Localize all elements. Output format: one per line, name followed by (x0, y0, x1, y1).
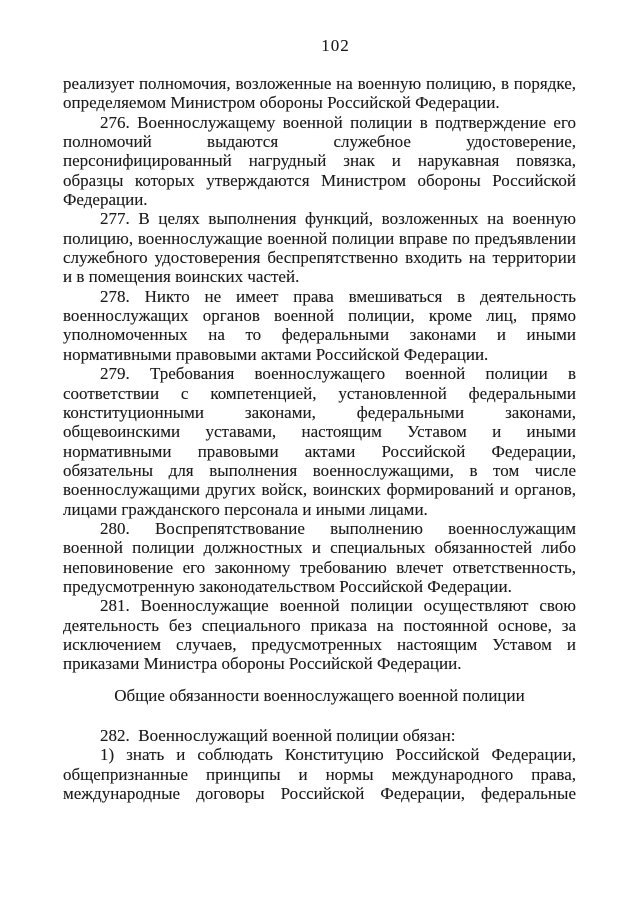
text-line: образцы которых утверждаются Министром обороны Российской (63, 170, 576, 190)
text-line: конституционными законами, федеральными законами, (63, 402, 576, 422)
text-line: соответствии с компетенцией, установленной федеральными (63, 383, 576, 403)
text-line: реализует полномочия, возложенные на военную полицию, в порядке, (63, 74, 576, 93)
text-line: 279. Требования военнослужащего военной полиции в (100, 364, 576, 384)
paragraphs-after-heading (63, 726, 576, 803)
text-line: определяемом Министром обороны Российской Федерации. (63, 93, 500, 113)
text-line: исключением случаев, предусмотренных настоящим Уставом и (63, 634, 576, 654)
text-line: военной полиции должностных и специальных обязанностей либо (63, 538, 576, 558)
text-line: 278. Никто не имеет права вмешиваться в деятельность (100, 286, 576, 306)
text-line: приказами Министра обороны Российской Федерации. (63, 654, 462, 674)
text-line: 277. В целях выполнения функций, возложенных на военную (100, 209, 576, 229)
text-line: и в помещения воинских частей. (63, 267, 300, 287)
section-heading: Общие обязанности военнослужащего военной полиции (114, 685, 525, 705)
text-line: военнослужащими других войск, воинских формирований и органов, (63, 480, 576, 500)
text-column (63, 0, 576, 803)
page-number: 102 (321, 36, 350, 55)
text-line: персонифицированный нагрудный знак и нарукавная повязка, (63, 151, 576, 171)
text-line: 282. Военнослужащий военной полиции обязан: (100, 726, 456, 745)
text-line: деятельность без специального приказа на постоянной основе, за (63, 615, 576, 635)
text-line: полномочий выдаются служебное удостоверение, (63, 132, 576, 152)
text-line: лицами гражданского персонала и иными лицами. (63, 499, 428, 519)
text-line: 276. Военнослужащему военной полиции в подтверждение его (100, 112, 576, 132)
text-line: предусмотренную законодательством Российской Федерации. (63, 576, 512, 596)
text-line: обязательны для выполнения военнослужащими, в том числе (63, 460, 576, 480)
paragraphs-before-heading (63, 74, 576, 674)
text-line: Федерации. (63, 190, 148, 210)
text-line: неповиновение его законному требованию влечет ответственность, (63, 557, 576, 577)
text-line: 281. Военнослужащие военной полиции осуществляют свою (100, 596, 576, 616)
text-line: военнослужащих органов военной полиции, кроме лиц, прямо (63, 306, 576, 326)
text-line: уполномоченных на то федеральными законами и иными (63, 325, 576, 345)
text-line: международные договоры Российской Федерации, федеральные (63, 784, 576, 804)
text-line: служебного удостоверения беспрепятственно входить на территории (63, 248, 576, 268)
text-line: нормативными правовыми актами Российской Федерации, (63, 441, 576, 461)
text-line: нормативными правовыми актами Российской Федерации. (63, 344, 489, 364)
text-line: полицию, военнослужащие военной полиции вправе по предъявлении (63, 228, 576, 248)
text-line: общепризнанные принципы и нормы международного права, (63, 764, 576, 784)
text-line: 1) знать и соблюдать Конституцию Российской Федерации, (100, 745, 576, 765)
text-line: общевоинскими уставами, настоящим Уставом и иными (63, 422, 576, 442)
text-line: 280. Воспрепятствование выполнению военнослужащим (100, 518, 576, 538)
